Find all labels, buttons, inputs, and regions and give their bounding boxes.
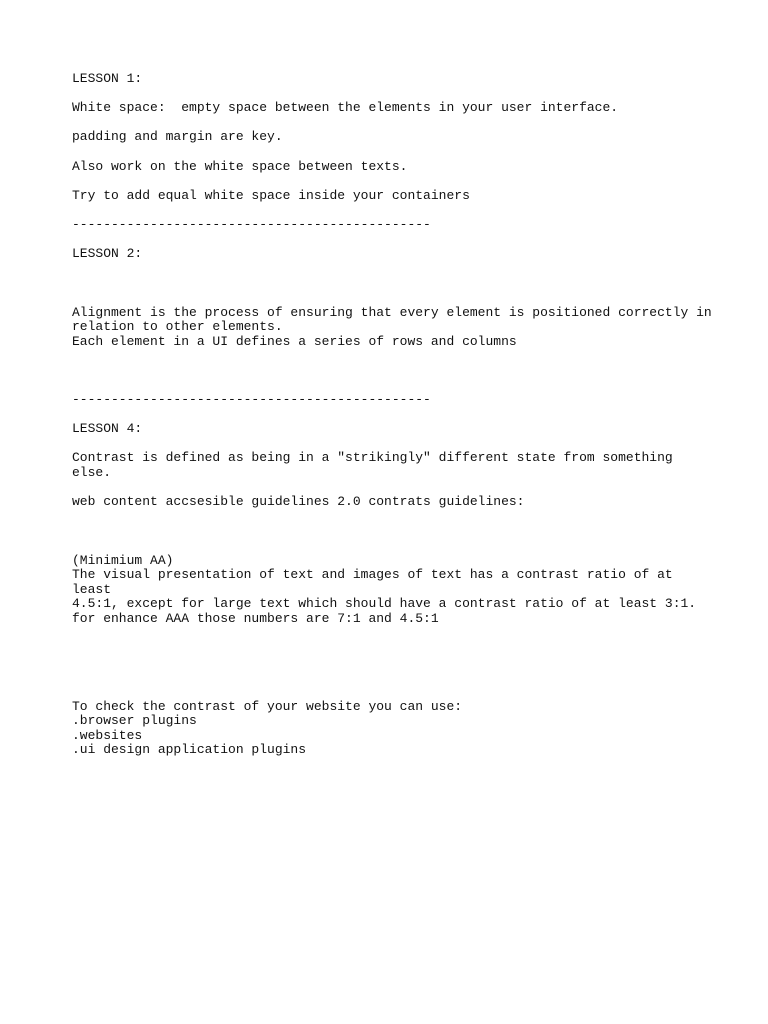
list-item: .ui design application plugins bbox=[72, 742, 307, 758]
lesson-4-contrast-tools-list bbox=[72, 670, 712, 787]
lesson-2-heading: LESSON 2: bbox=[72, 246, 143, 262]
lesson-1-text-spacing-note: Also work on the white space between texts. bbox=[72, 158, 408, 174]
lesson-1-padding-margin-note: padding and margin are key. bbox=[72, 129, 283, 145]
text-line: 4.5:1, except for large text which should have a contrast ratio of at least 3:1. bbox=[72, 596, 697, 612]
lesson-4-heading: LESSON 4: bbox=[72, 421, 143, 437]
text-line: Alignment is the process of ensuring that every element is positioned correctly in bbox=[72, 304, 712, 320]
lesson-4-contrast-definition: Contrast is defined as being in a "strikingly" different state from something else. bbox=[72, 450, 681, 481]
document-page bbox=[72, 72, 712, 802]
section-separator: ---------------------------------------------- bbox=[72, 392, 431, 408]
text-line: To check the contrast of your website you can use: bbox=[72, 698, 463, 714]
lesson-2-alignment-paragraph bbox=[72, 276, 712, 378]
text-line: for enhance AAA those numbers are 7:1 and 4.5:1 bbox=[72, 610, 439, 626]
text-line: The visual presentation of text and images of text has a contrast ratio of at least bbox=[72, 567, 681, 597]
list-item: .browser plugins bbox=[72, 713, 197, 729]
lesson-1-white-space-definition: White space: empty space between the elements in your user interface. bbox=[72, 100, 619, 116]
lesson-4-minimum-aa-paragraph bbox=[72, 524, 712, 655]
text-line: (Minimium AA) bbox=[72, 552, 174, 568]
text-line: relation to other elements. bbox=[72, 319, 283, 335]
text-line: Each element in a UI defines a series of rows and columns bbox=[72, 333, 517, 349]
lesson-4-guidelines-title: web content accsesible guidelines 2.0 contrats guidelines: bbox=[72, 494, 525, 510]
lesson-1-heading: LESSON 1: bbox=[72, 71, 143, 86]
list-item: .websites bbox=[72, 727, 143, 743]
lesson-1-container-spacing-note: Try to add equal white space inside your containers bbox=[72, 187, 470, 203]
section-separator: ---------------------------------------------- bbox=[72, 216, 431, 232]
